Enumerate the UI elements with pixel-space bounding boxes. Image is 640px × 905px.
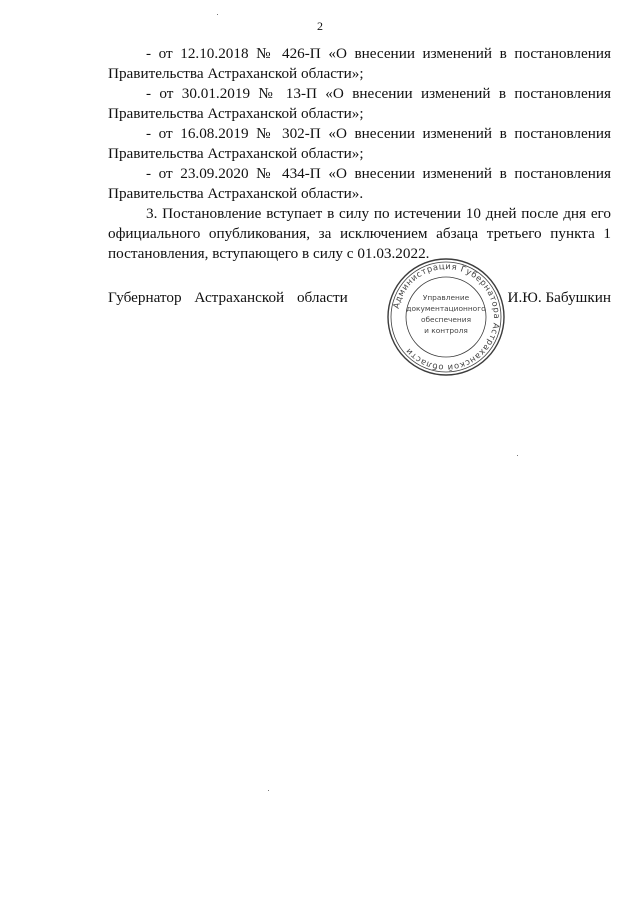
official-seal-stamp: [385, 256, 507, 378]
page-number: 2: [317, 19, 323, 33]
signature-block: [108, 289, 611, 313]
scan-speck: [217, 14, 218, 15]
list-item-amendment-3: - от 16.08.2019 № 302-П «О внесении изменений в постановления Правительства Астраханской области»;: [108, 125, 611, 162]
seal-center-line: Управление: [422, 293, 470, 302]
clause-3-effective-date: 3. Постановление вступает в силу по истечении 10 дней после дня его официального опубликования, за исключением абзаца третьего пункта 1 постановления, вступающего в силу с 01.03.2022.: [108, 205, 611, 262]
seal-center-line: и контроля: [424, 326, 468, 335]
seal-graphic: [385, 256, 507, 378]
seal-ring-text: Администрация Губернатора Астраханской области: [390, 260, 503, 374]
scan-speck: [268, 790, 269, 791]
scan-speck: [517, 455, 518, 456]
list-item-amendment-1: - от 12.10.2018 № 426-П «О внесении изменений в постановления Правительства Астраханской области»;: [108, 45, 611, 82]
seal-center-line: обеспечения: [420, 315, 472, 324]
document-body: [108, 44, 611, 264]
seal-center-line: документационного: [406, 304, 486, 313]
list-item-amendment-4: - от 23.09.2020 № 434-П «О внесении изменений в постановления Правительства Астраханской области».: [108, 165, 611, 202]
signatory-position: Губернатор Астраханской области: [108, 289, 348, 306]
list-item-amendment-2: - от 30.01.2019 № 13-П «О внесении изменений в постановления Правительства Астраханской области»;: [108, 85, 611, 122]
signatory-name: И.Ю. Бабушкин: [507, 289, 611, 306]
